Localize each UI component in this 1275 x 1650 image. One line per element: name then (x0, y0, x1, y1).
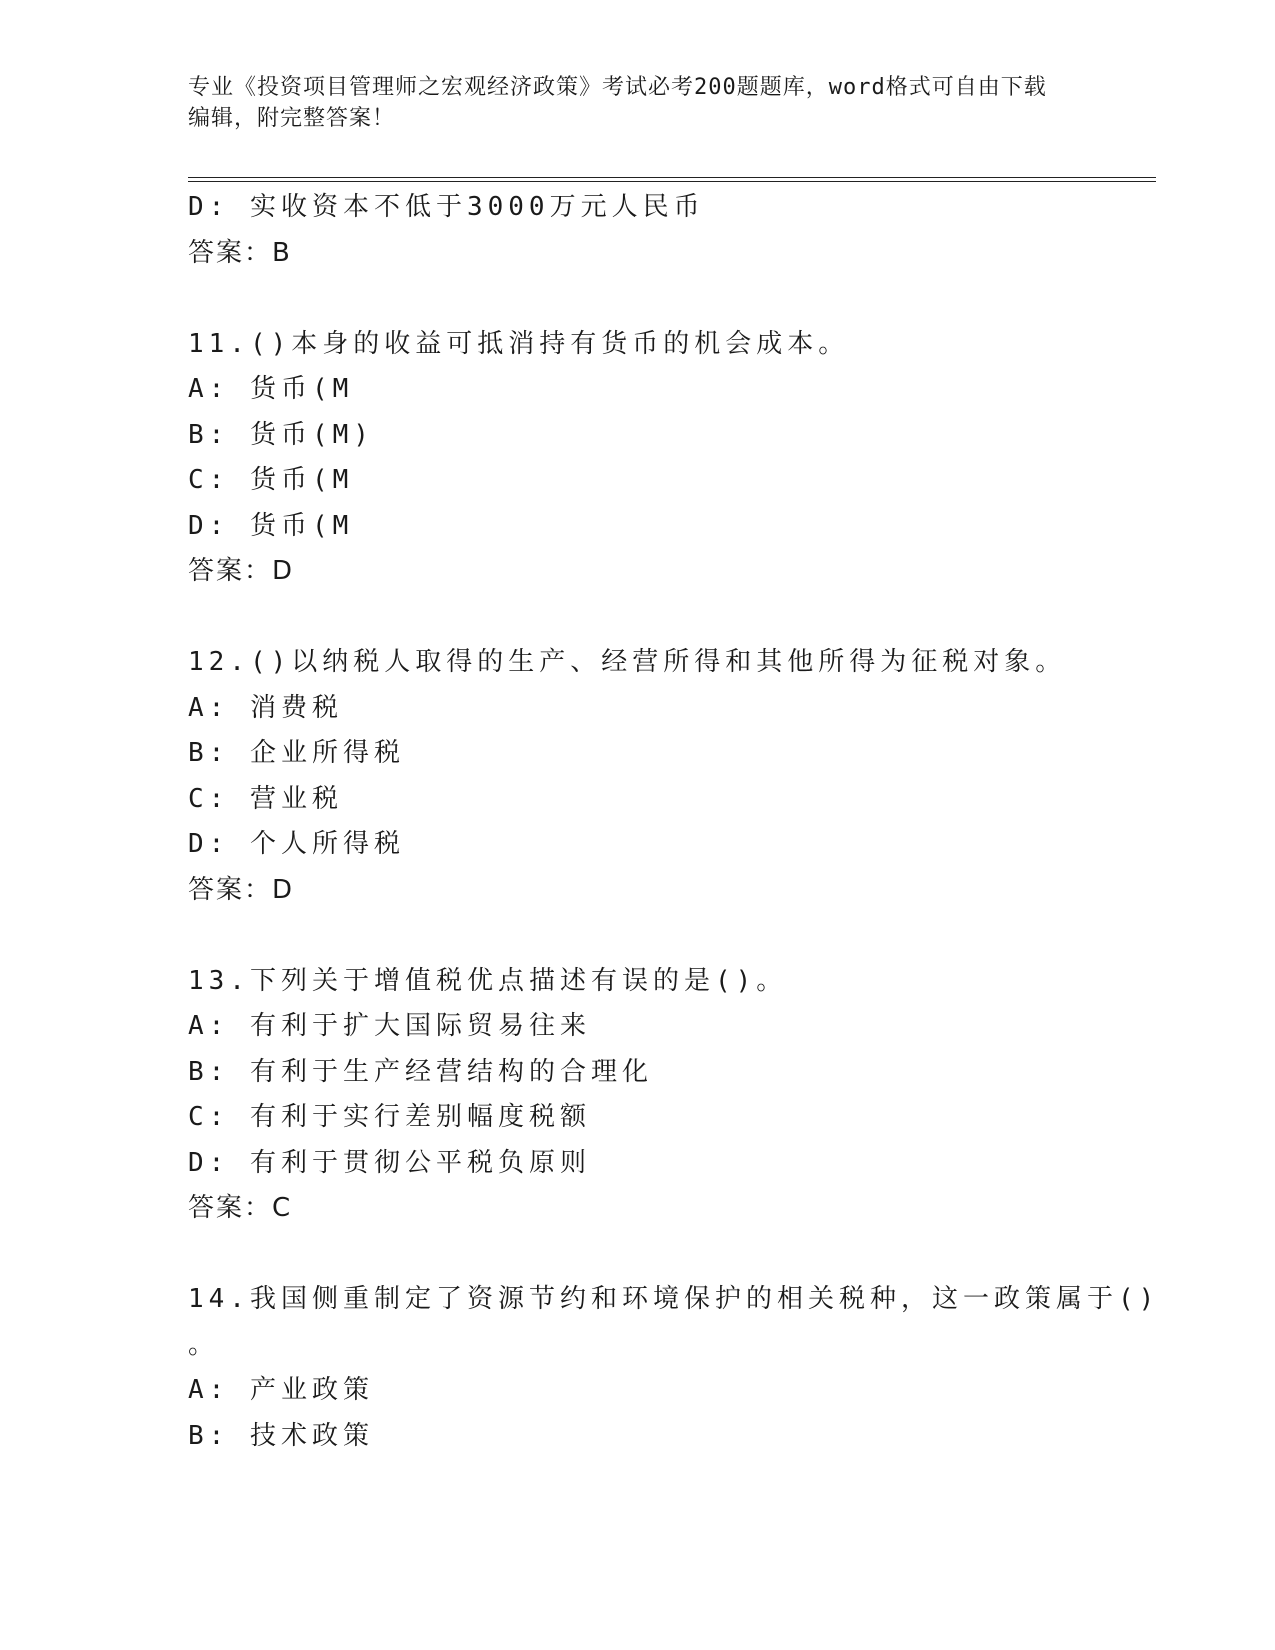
option-b: B: 企业所得税 (188, 738, 405, 768)
question-11 (188, 322, 1156, 595)
option-c: C: 营业税 (188, 783, 343, 814)
spacer (188, 913, 1156, 959)
question-stem: 12.()以纳税人取得的生产、经营所得和其他所得为征税对象。 (188, 647, 1067, 677)
question-stem: 11.()本身的收益可抵消持有货币的机会成本。 (188, 328, 850, 359)
option-a: A: 有利于扩大国际贸易往来 (188, 1011, 591, 1041)
option-d: D: 有利于贯彻公平税负原则 (188, 1147, 591, 1178)
question-stem: 13.下列关于增值税优点描述有误的是()。 (188, 965, 788, 996)
prev-option-d: D: 实收资本不低于3000万元人民币 (188, 192, 705, 222)
question-12 (188, 640, 1156, 913)
option-a: A: 货币(M (188, 374, 354, 404)
spacer (188, 595, 1156, 641)
option-c: C: 货币(M (188, 465, 354, 495)
answer: 答案：D (188, 874, 295, 905)
question-stem: 14.我国侧重制定了资源节约和环境保护的相关税种，这一政策属于() (188, 1284, 1160, 1314)
option-a: A: 消费税 (188, 692, 343, 723)
question-13 (188, 959, 1156, 1232)
option-b: B: 有利于生产经营结构的合理化 (188, 1056, 653, 1087)
option-b: B: 货币(M) (188, 419, 374, 450)
document-intro: 专业《投资项目管理师之宏观经济政策》考试必考200题题库，word格式可自由下载编辑，附完整答案！ (188, 75, 1047, 131)
prev-answer: 答案：B (188, 237, 292, 268)
spacer (188, 276, 1156, 322)
answer: 答案：C (188, 1193, 293, 1223)
option-c: C: 有利于实行差别幅度税额 (188, 1102, 591, 1132)
answer: 答案：D (188, 556, 295, 586)
option-b: B: 技术政策 (188, 1420, 374, 1451)
question-14 (188, 1277, 1160, 1459)
question-stem-continuation: 。 (188, 1329, 220, 1360)
option-d: D: 货币(M (188, 510, 354, 541)
header-divider (188, 177, 1156, 182)
option-d: D: 个人所得税 (188, 829, 405, 859)
option-a: A: 产业政策 (188, 1375, 374, 1405)
question-list (188, 185, 1160, 1459)
spacer (188, 1232, 1156, 1278)
